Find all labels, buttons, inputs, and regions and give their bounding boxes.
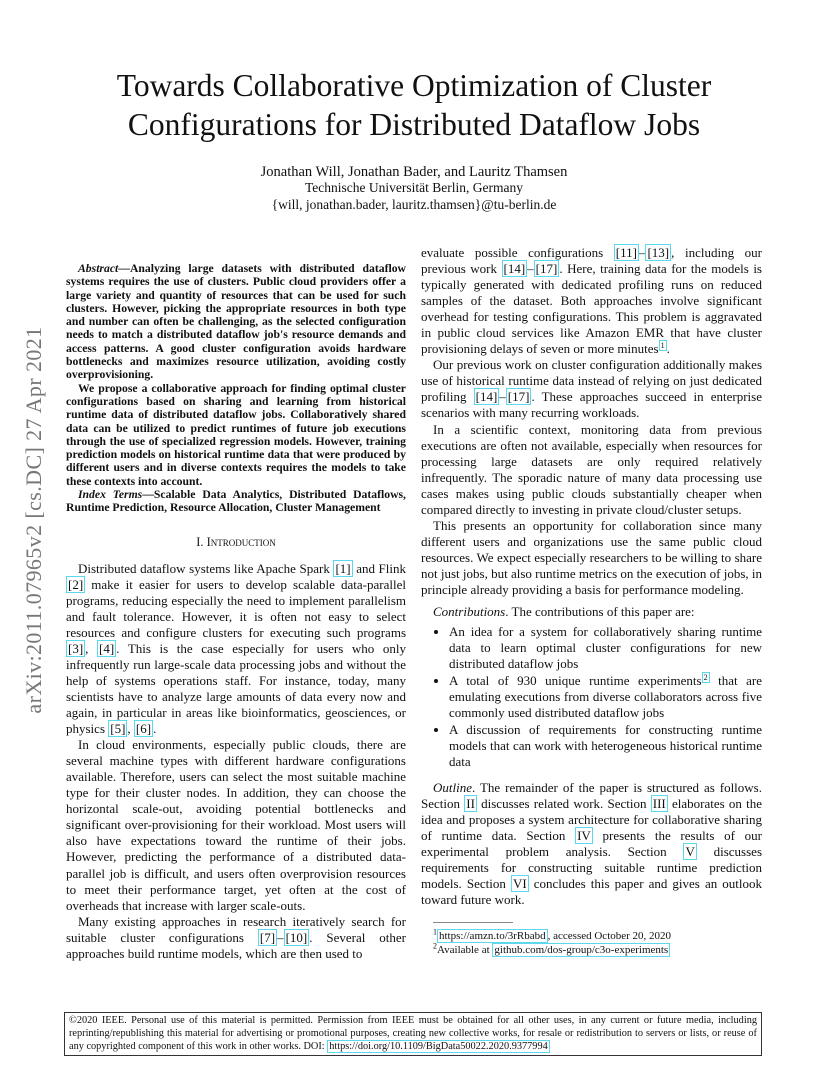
footnote-mark-1[interactable]: 1 — [660, 340, 665, 350]
abstract-p1 — [66, 262, 406, 382]
right-p2: Our previous work on cluster configuration additionally makes use of historical runtime data instead of relying on just dedicated profiling [14] – [17] . These approaches succeed in enterprise scenarios with many recurring workloads. — [421, 357, 762, 421]
footnote-mark-2[interactable]: 2 — [703, 672, 708, 682]
list-item: • A total of 930 unique runtime experiments $^2$ that are emulating executions from diverse collaborators across five commonly used distributed dataflow jobs — [449, 673, 762, 721]
footnote-divider — [433, 922, 513, 923]
abstract-text-1: —Analyzing large datasets with distributed dataflow systems requires the use of clusters. Public cloud providers offer a large variety and quantity of resources that can be used for such clusters. However, picking the appropriate resources in both type and number can often be challenging, as the selected configuration needs to match a distributed dataflow job's resource demands and access patterns. A good cluster configuration avoids hardware bottlenecks and maximizes resource utilization, avoiding costly overprovisioning. — [66, 262, 406, 382]
citation-link[interactable]: [10] — [285, 929, 308, 945]
index-terms-label: Index Terms — [78, 488, 143, 502]
copyright-text: ©2020 IEEE. Personal use of this material is permitted. Permission from IEEE must be obtained for all other uses, in any current or future media, including reprinting/republishing this material for advertising or promotional purposes, creating new collective works, for resale or redistribution to servers or lists, or reuse of any copyrighted component of this work in other works. DOI: — [69, 1015, 757, 1052]
footnote-2: $^2$Available at github.com/dos-group/c3o-experiments — [433, 941, 669, 957]
intro-p2: In cloud environments, especially public clouds, there are several machine types with different hardware configurations available. Therefore, users can select the most suitable machine type for their cluster nodes. In addition, they can choose the horizontal scale-out, avoiding potential bottlenecks and significant over-provisioning for their workload. Most users will also have expectations toward the runtime of their jobs. However, predicting the performance of a distributed data-parallel job is difficult, and users often overprovision resources to meet their performance target, yet often at the cost of overheads that increase with larger scale-outs. — [66, 737, 406, 913]
index-terms-text: —Scalable Data Analytics, Distributed Dataflows, Runtime Prediction, Resource Allocation, Cluster Management — [66, 488, 406, 515]
arxiv-stamp — [20, 284, 48, 756]
abstract-label: Abstract — [78, 262, 119, 275]
section-title: Introduction — [206, 534, 276, 549]
citation-link[interactable]: [3] — [68, 640, 84, 656]
contributions-label: Contributions — [433, 604, 506, 620]
citation-link[interactable]: [6] — [135, 721, 152, 737]
section-link[interactable]: III — [652, 796, 666, 812]
outline-label: Outline — [433, 780, 472, 796]
citation-link[interactable]: [7] — [259, 929, 276, 945]
list-item: • An idea for a system for collaboratively sharing runtime data to learn optimal cluster configurations for new distributed dataflow jobs — [449, 624, 762, 672]
intro-p3: Many existing approaches in research iteratively search for suitable cluster configurations [7] – [10] . Several other approaches build runtime models, which are then used to — [66, 913, 406, 961]
citation-link[interactable]: [14] — [503, 261, 526, 277]
section-number: I. — [196, 534, 204, 549]
outline-paragraph: Outline. The remainder of the paper is structured as follows. Section II discusses related work. Section III elaborates on the idea and proposes a system architecture for collaborative sharing of runtime data. Section IV presents the results of our experimental problem analysis. Section V discusses requirements for constructing suitable runtime prediction models. Section VI concludes this paper and gives an outlook toward future work. — [421, 780, 763, 908]
right-p3: In a scientific context, monitoring data from previous executions are often not available, especially when resources for processing large datasets are only required relatively infrequently. The sporadic nature of many data processing use cases makes using public clouds substantially cheaper when compared directly to investing in private cloud/cluster setups. — [421, 421, 762, 517]
doi-link[interactable]: https://doi.org/10.1109/BigData50022.2020.9377994 — [329, 1040, 548, 1052]
copyright-notice — [64, 1012, 762, 1056]
contributions-intro: Contributions. The contributions of this paper are: — [433, 604, 695, 620]
footnote-link-1[interactable]: https://amzn.to/3rRbabd — [439, 930, 546, 943]
list-item: • A discussion of requirements for constructing runtime models that can work with heterogeneous historical runtime data — [449, 722, 762, 770]
index-terms — [66, 488, 406, 515]
citation-link[interactable]: [13] — [647, 245, 670, 260]
left-column — [66, 262, 406, 962]
right-column — [421, 245, 762, 957]
section-link[interactable]: II — [466, 796, 475, 812]
citation-link[interactable]: [17] — [507, 389, 530, 405]
footnote-1: $^1$ https://amzn.to/3rRbabd , accessed October 20, 2020 — [433, 927, 672, 943]
affiliation: Technische Universität Berlin, Germany — [305, 180, 523, 195]
authors: Jonathan Will, Jonathan Bader, and Lauritz Thamsen — [260, 164, 568, 180]
citation-link[interactable]: [17] — [535, 261, 558, 277]
section-link[interactable]: VI — [512, 876, 527, 892]
contributions-list — [421, 624, 762, 770]
paper-title: Towards Collaborative Optimization of Cluster Configurations for Distributed Dataflow Jobs — [116, 68, 712, 142]
citation-link[interactable]: [5] — [110, 721, 126, 737]
citation-link[interactable]: [4] — [99, 640, 115, 656]
abstract-p2: We propose a collaborative approach for finding optimal cluster configurations based on sharing and learning from historical runtime data of distributed dataflow jobs. Collaboratively shared data can be utilized to predict runtimes of future job executions through the use of specialized regression models. However, training prediction models on historical runtime data that were produced by different users and in diverse contexts requires the models to take these contexts into account. — [66, 381, 406, 488]
section-heading-intro — [66, 535, 406, 549]
intro-p1: Distributed dataflow systems like Apache Spark [1] and Flink [2] make it easier for users to develop scalable data-parallel programs, reducing especially the need to implement parallelism and fault tolerance. However, it is often not easy to select resources and configure clusters for executing such programs [3] , [4] . This is the case especially for users who only infrequently run large-scale data processing jobs and without the help of systems operations staff. For instance, today, many scientists have to analyze large amounts of data every now and again, in particular in areas like bioinformatics, geosciences, or physics [5] , [6] . — [66, 560, 407, 737]
right-p1: evaluate possible configurations [11] – [13] , including our previous work [14] – [17] . Here, training data for the models is typically generated with dedicated profiling runs on reduced samples of the dataset. Both approaches involve significant overhead for testing configurations. This problem is aggravated in public cloud services like Amazon EMR that have cluster provisioning delays of seven or more minutes $^1$ . — [421, 245, 763, 357]
citation-link[interactable]: [2] — [68, 576, 84, 592]
footnote-link-2[interactable]: github.com/dos-group/c3o-experiments — [494, 944, 669, 957]
section-link[interactable]: IV — [577, 828, 591, 844]
citation-link[interactable]: [14] — [475, 389, 498, 405]
citation-link[interactable]: [11] — [615, 245, 637, 260]
citation-link[interactable]: [1] — [335, 560, 351, 576]
author-emails: {will, jonathan.bader, lauritz.thamsen}@tu-berlin.de — [271, 197, 557, 212]
arxiv-stamp-text: arXiv:2011.07965v2 [cs.DC] 27 Apr 2021 — [21, 326, 46, 714]
section-link[interactable]: V — [685, 844, 695, 860]
right-p4: This presents an opportunity for collaboration since many different users and organizations use the same public cloud resources. We expect especially researchers to be willing to share not just jobs, but also runtime metrics on the execution of jobs, in principle already providing a basis for performance modeling. — [421, 517, 762, 597]
